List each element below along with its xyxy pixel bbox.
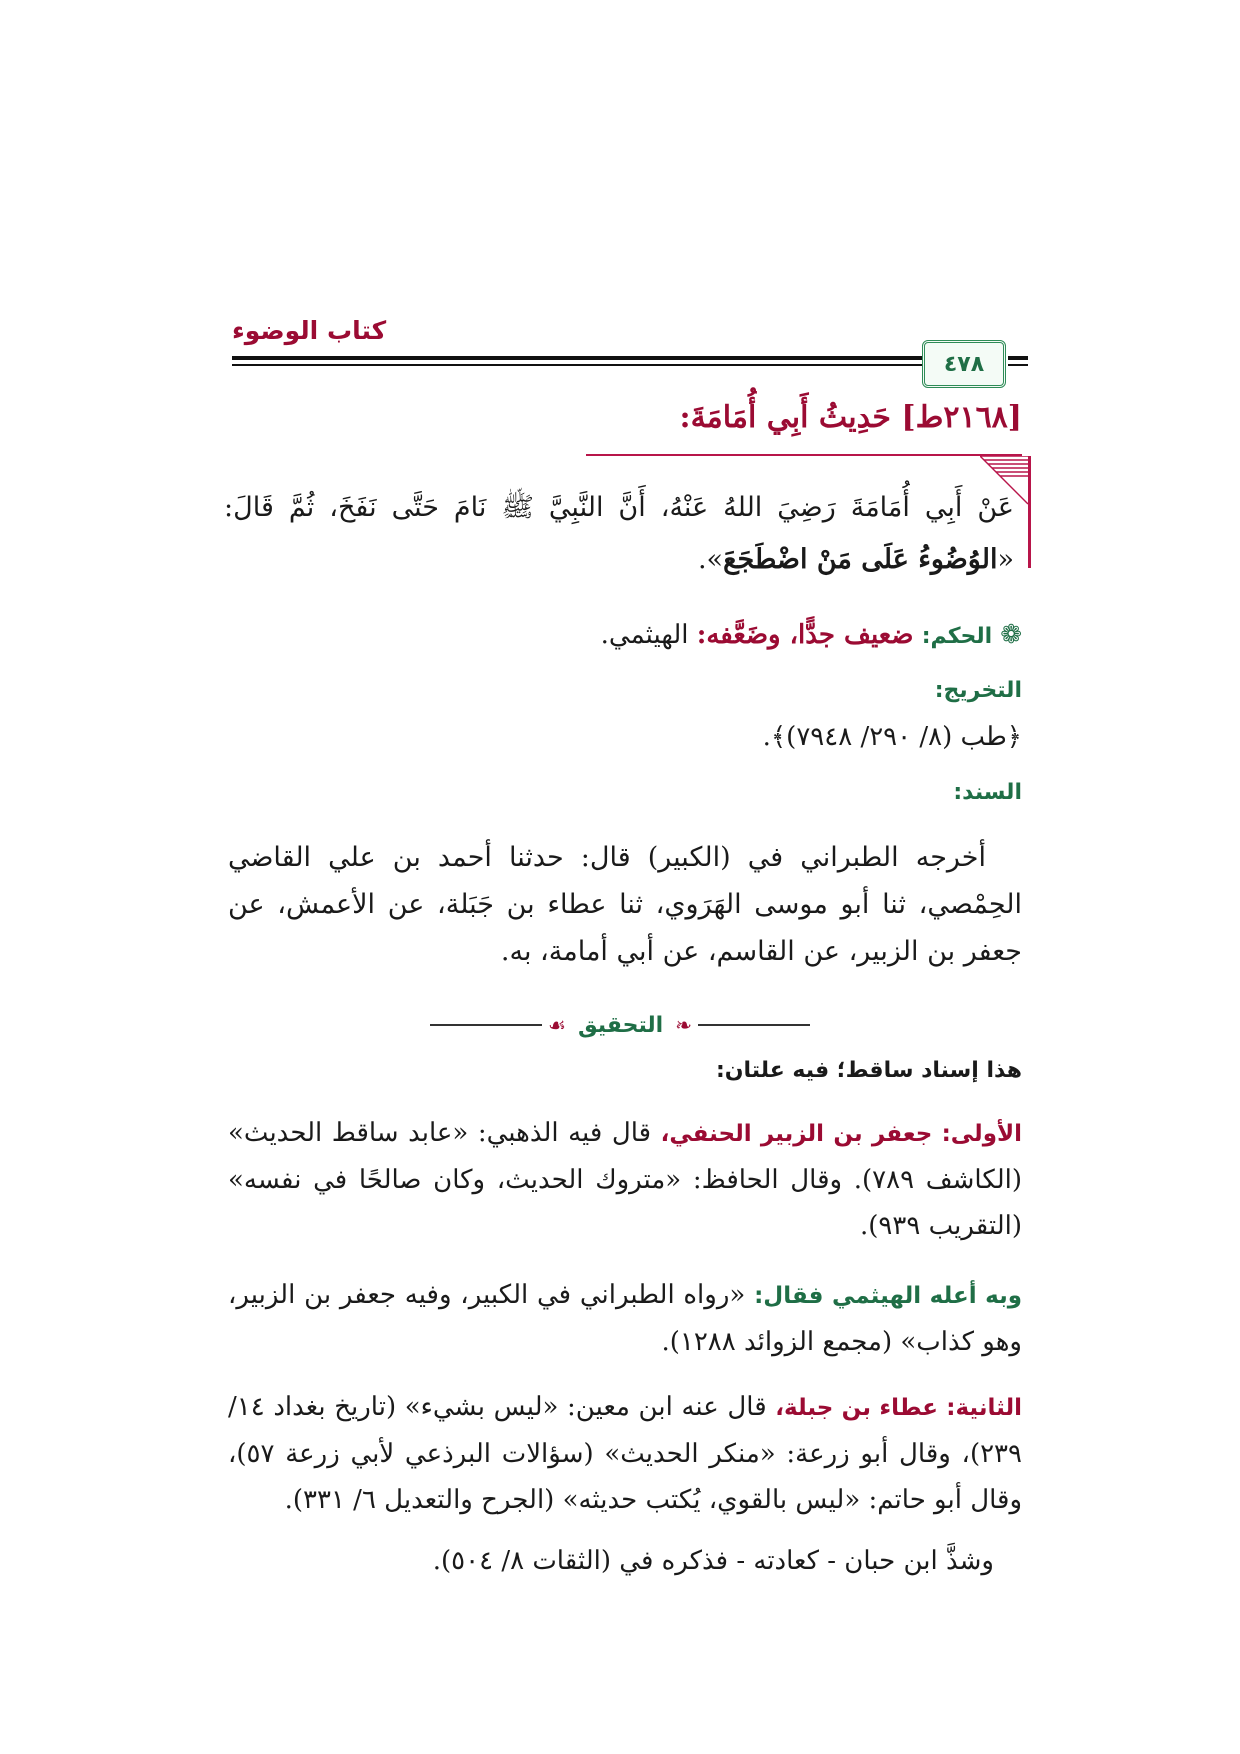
p3-label: الثانية: عطاء بن جبلة، [775,1395,1023,1421]
flower-ornament-icon: ❁ [1000,620,1022,650]
sanad-text: أخرجه الطبراني في (الكبير) قال: حدثنا أحمد بن علي القاضي الحِمْصي، ثنا أبو موسى الهَرَوي، ثنا عطاء بن جَبَلة، عن الأعمش، عن جعفر بن الزبير، عن القاسم، عن أبي أمامة، به. [228,842,1022,967]
hadith-text-end: ». [697,544,724,575]
p1-text: قال فيه الذهبي: «عابد ساقط الحديث» (الكاشف ٧٨٩). وقال الحافظ: «متروك الحديث، وكان صالحًا في نفسه» (التقريب ٩٣٩). [228,1118,1022,1241]
tahqiq-label: التحقيق [577,1012,664,1038]
header-rule-thick [232,356,978,360]
sanad-label: السند: [953,780,1022,805]
ruling-line [601,620,1022,650]
ruling-value: ضعيف جدًّا، وضَعَّفه: [696,620,914,650]
page-number-badge: ٤٧٨ [922,340,1006,388]
header-rule-tail [1008,356,1028,360]
book-title: كتاب الوضوء [232,316,387,345]
heading-underline [586,454,1022,456]
hadith-text [224,482,1014,586]
hadith-side-bar [1028,456,1031,568]
tahqiq-divider [430,1010,810,1040]
tahqiq-paragraph-1 [228,1110,1022,1249]
p2-text: «رواه الطبراني في الكبير، وفيه جعفر بن الزبير، وهو كذاب» (مجمع الزوائد ١٢٨٨). [228,1280,1022,1357]
p1-label: الأولى: جعفر بن الزبير الحنفي، [660,1121,1022,1147]
hadith-quote-bold: الوُضُوءُ عَلَى مَنْ اضْطَجَعَ [723,544,998,575]
hadith-text-start: عَنْ أَبِي أُمَامَةَ رَضِيَ اللهُ عَنْهُ، أَنَّ النَّبِيَّ ﷺ نَامَ حَتَّى نَفَخَ، ثُمَّ قَالَ: « [224,492,1014,575]
divider-line-right [698,1024,810,1026]
tahqiq-paragraph-4: وشذَّ ابن حبان - كعادته - فذكره في (الثقات ٨/ ٥٠٤). [432,1546,994,1576]
header-rule-tail-thin [1008,364,1028,366]
takhrij-label: التخريج: [934,678,1022,703]
tahqiq-paragraph-2 [228,1272,1022,1365]
ruling-by: الهيثمي. [600,620,689,650]
p3-text: قال عنه ابن معين: «ليس بشيء» (تاريخ بغداد ١٤/ ٢٣٩)، وقال أبو زرعة: «منكر الحديث» (سؤالات البرذعي لأبي زرعة ٥٧)، وقال أبو حاتم: «ليس بالقوي، يُكتب حديثه» (الجرح والتعديل ٦/ ٣٣١). [228,1392,1022,1515]
tahqiq-paragraph-3 [228,1384,1022,1523]
divider-ornament-icon: ☙ [548,1013,566,1037]
hadith-heading: [٢١٦٨ط] حَدِيثُ أَبِي أُمَامَةَ: [679,400,1022,435]
p2-label: وبه أعله الهيثمي فقال: [754,1283,1023,1309]
ruling-label: الحكم: [921,624,993,649]
takhrij-value: ﴿طب (٨/ ٢٩٠/ ٧٩٤٨)﴾. [762,722,1022,752]
divider-ornament-icon: ❧ [675,1013,692,1037]
tahqiq-intro: هذا إسناد ساقط؛ فيه علتان: [715,1058,1022,1083]
header-rule-thin [232,364,978,366]
divider-line-left [430,1024,542,1026]
